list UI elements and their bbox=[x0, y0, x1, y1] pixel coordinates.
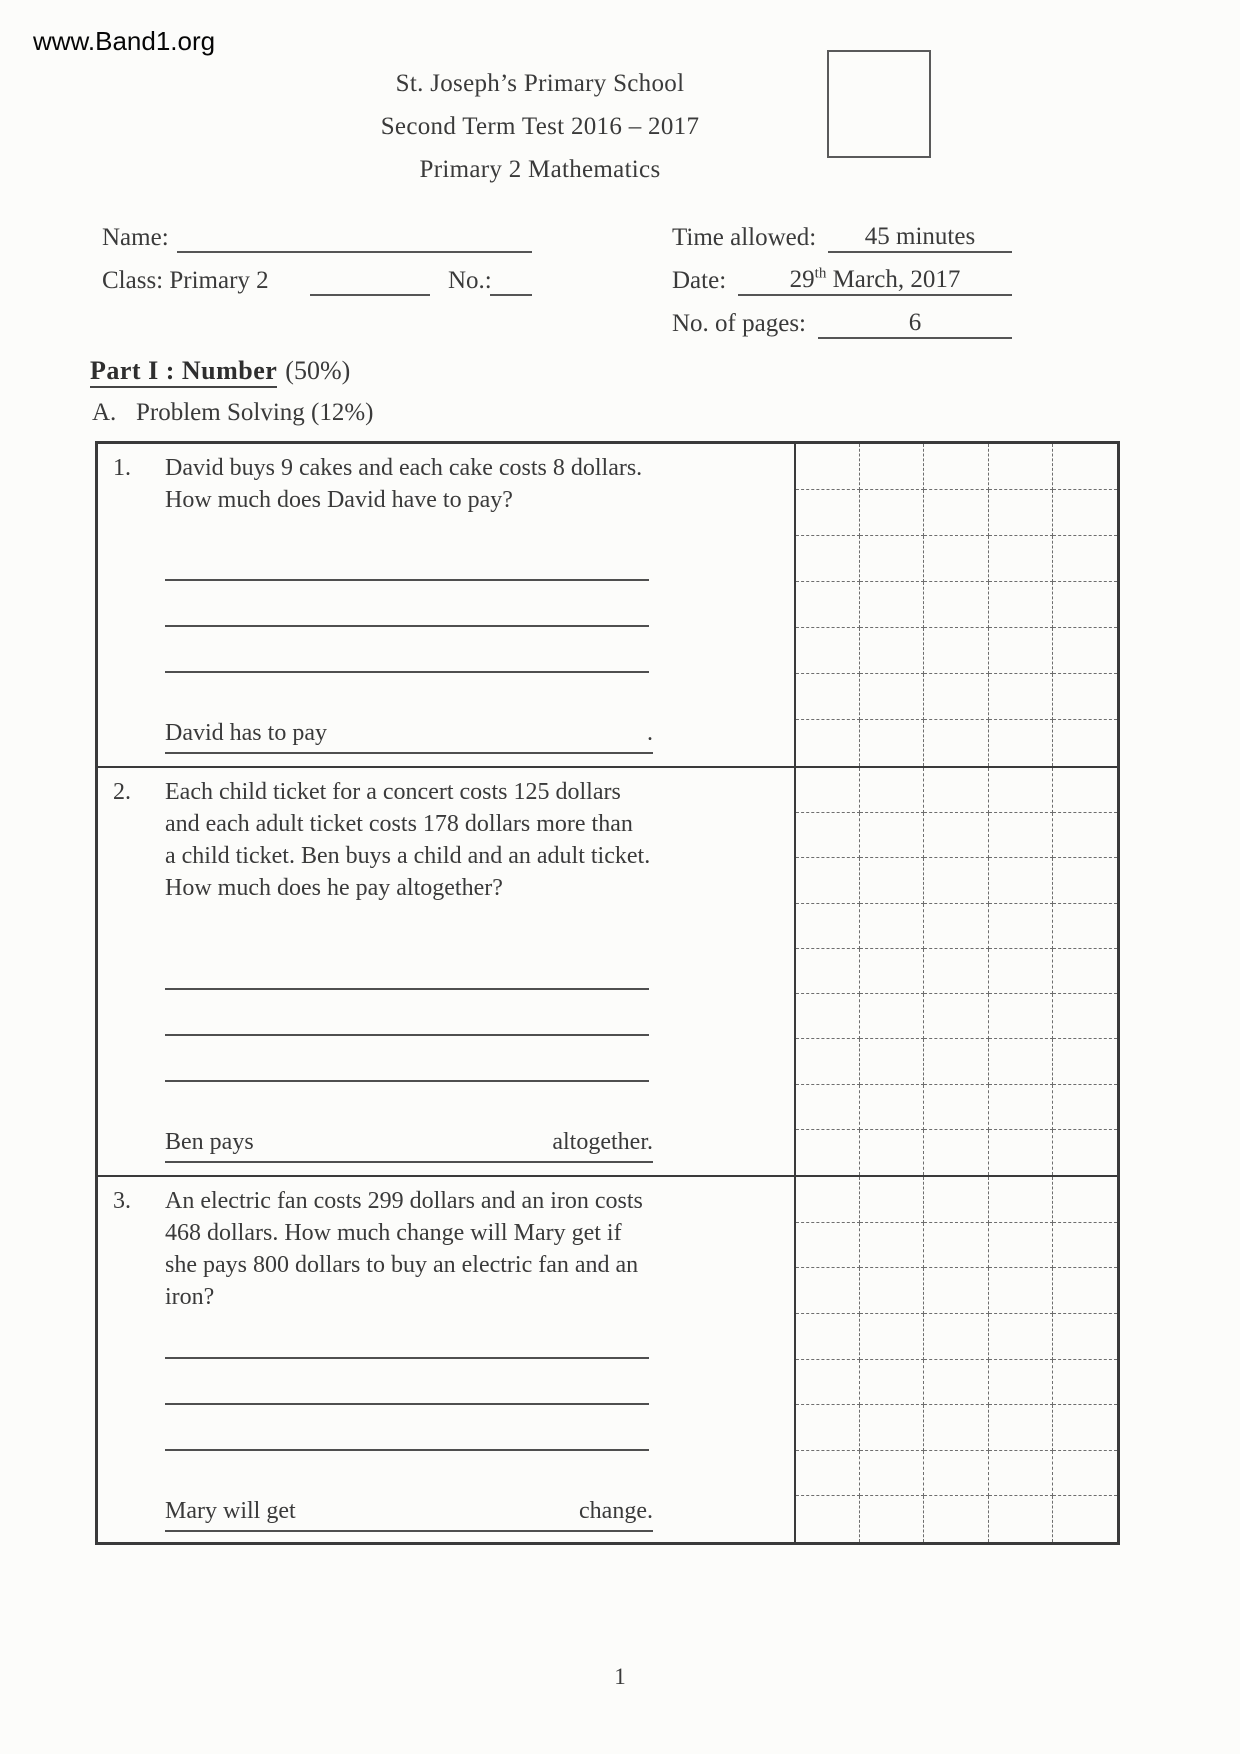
grid-cell bbox=[1053, 536, 1117, 582]
grid-cell bbox=[860, 768, 924, 813]
date-ordinal: th bbox=[814, 265, 827, 282]
grid-cell bbox=[989, 1405, 1053, 1451]
grid-cell bbox=[796, 490, 860, 536]
grid-cell bbox=[1053, 720, 1117, 766]
question-number: 3. bbox=[113, 1188, 131, 1214]
grid-cell bbox=[989, 444, 1053, 490]
grid-cell bbox=[1053, 1405, 1117, 1451]
date-day: 29 bbox=[789, 266, 815, 293]
grid-cell bbox=[989, 1130, 1053, 1175]
grid-cell bbox=[860, 582, 924, 628]
grid-cell bbox=[924, 1268, 988, 1314]
answer-blank-line bbox=[165, 579, 649, 581]
question-text bbox=[165, 1185, 643, 1313]
grid-cell bbox=[860, 720, 924, 766]
grid-cell bbox=[796, 536, 860, 582]
grid-cell bbox=[796, 949, 860, 994]
grid-cell bbox=[924, 1451, 988, 1497]
grid-cell bbox=[860, 1314, 924, 1360]
answer-sentence-line bbox=[165, 717, 653, 754]
grid-cell bbox=[860, 674, 924, 720]
grid-cell bbox=[924, 768, 988, 813]
grid-cell bbox=[989, 1360, 1053, 1406]
grid-cell bbox=[1053, 994, 1117, 1039]
grid-cell bbox=[1053, 490, 1117, 536]
grid-cell bbox=[924, 858, 988, 903]
grid-cell bbox=[860, 490, 924, 536]
answer-work-area bbox=[113, 944, 774, 1082]
question-number: 2. bbox=[113, 779, 131, 805]
answer-work-area bbox=[113, 1313, 774, 1451]
grid-cell bbox=[924, 536, 988, 582]
grid-cell bbox=[796, 720, 860, 766]
answer-blank-line bbox=[165, 625, 649, 627]
grid-cell bbox=[1053, 1360, 1117, 1406]
grid-cell bbox=[796, 1405, 860, 1451]
time-allowed-label: Time allowed: bbox=[672, 224, 817, 251]
student-no-label: No.: bbox=[448, 267, 492, 294]
spacer bbox=[113, 904, 774, 944]
question-text-line: 468 dollars. How much change will Mary get if bbox=[165, 1220, 622, 1246]
grid-cell bbox=[796, 582, 860, 628]
answer-blank-line bbox=[165, 1034, 649, 1036]
question-cell bbox=[98, 1177, 796, 1542]
answer-blank-line bbox=[165, 1403, 649, 1405]
grid-cell bbox=[796, 628, 860, 674]
grid-cell bbox=[924, 490, 988, 536]
grid-cell bbox=[796, 813, 860, 858]
grid-cell bbox=[989, 1268, 1053, 1314]
grid-cell bbox=[1053, 949, 1117, 994]
questions-table bbox=[95, 441, 1120, 1545]
question-row bbox=[98, 766, 1117, 1175]
time-allowed-value: 45 minutes bbox=[828, 222, 1012, 253]
answer-prefix: David has to pay bbox=[165, 720, 327, 746]
grid-cell bbox=[924, 904, 988, 949]
grid-cell bbox=[860, 628, 924, 674]
grid-cell bbox=[796, 858, 860, 903]
grid-cell bbox=[989, 674, 1053, 720]
subsection-heading bbox=[92, 399, 374, 427]
spacer bbox=[113, 516, 774, 535]
grid-cell bbox=[860, 444, 924, 490]
grid-cell bbox=[924, 582, 988, 628]
grid-cell bbox=[796, 994, 860, 1039]
name-blank-field bbox=[177, 222, 532, 253]
grid-cell bbox=[1053, 1451, 1117, 1497]
grid-cell bbox=[860, 1268, 924, 1314]
grid-cell bbox=[860, 994, 924, 1039]
grid-cell bbox=[860, 1405, 924, 1451]
grid-cell bbox=[860, 1039, 924, 1084]
question-text-line: How much does he pay altogether? bbox=[165, 875, 503, 901]
student-no-blank-field bbox=[490, 265, 532, 296]
answer-blank-line bbox=[165, 1357, 649, 1359]
grid-cell bbox=[1053, 1085, 1117, 1130]
watermark-text: www.Band1.org bbox=[33, 26, 216, 56]
grid-cell bbox=[1053, 628, 1117, 674]
grid-cell bbox=[1053, 1314, 1117, 1360]
grid-cell bbox=[796, 1130, 860, 1175]
grid-cell bbox=[989, 1039, 1053, 1084]
question-text bbox=[165, 776, 650, 904]
grid-cell bbox=[924, 1405, 988, 1451]
grid-cell bbox=[796, 1314, 860, 1360]
answer-prefix: Mary will get bbox=[165, 1498, 296, 1524]
grid-cell bbox=[1053, 858, 1117, 903]
grid-cell bbox=[989, 1451, 1053, 1497]
class-blank-field bbox=[310, 265, 430, 296]
answer-sentence-line bbox=[165, 1126, 653, 1163]
class-label: Class: Primary 2 bbox=[102, 267, 269, 294]
grid-cell bbox=[924, 1130, 988, 1175]
school-name: St. Joseph’s Primary School bbox=[395, 70, 685, 97]
answer-blank-line bbox=[165, 988, 649, 990]
grid-cell bbox=[796, 1268, 860, 1314]
grid-cell bbox=[989, 490, 1053, 536]
grid-cell bbox=[924, 444, 988, 490]
working-grid bbox=[796, 768, 1117, 1175]
grid-cell bbox=[1053, 904, 1117, 949]
grid-cell bbox=[796, 444, 860, 490]
grid-cell bbox=[989, 1177, 1053, 1223]
question-text-line: a child ticket. Ben buys a child and an adult ticket. bbox=[165, 843, 651, 869]
question-head bbox=[113, 1185, 774, 1313]
grid-cell bbox=[1053, 582, 1117, 628]
page-number: 1 bbox=[614, 1664, 626, 1689]
grid-cell bbox=[924, 1085, 988, 1130]
question-text-line: and each adult ticket costs 178 dollars more than bbox=[165, 811, 633, 837]
grid-cell bbox=[989, 994, 1053, 1039]
grid-cell bbox=[989, 1223, 1053, 1269]
grid-cell bbox=[924, 813, 988, 858]
question-cell bbox=[98, 768, 796, 1175]
grid-cell bbox=[860, 1360, 924, 1406]
question-number: 1. bbox=[113, 455, 131, 481]
grid-cell bbox=[1053, 1130, 1117, 1175]
answer-sentence-line bbox=[165, 1495, 653, 1532]
grid-cell bbox=[989, 582, 1053, 628]
answer-suffix: change. bbox=[579, 1498, 653, 1524]
question-text bbox=[165, 452, 642, 516]
grid-cell bbox=[860, 1085, 924, 1130]
grid-cell bbox=[989, 858, 1053, 903]
grid-cell bbox=[860, 813, 924, 858]
part-heading bbox=[90, 356, 350, 386]
question-text-line: An electric fan costs 299 dollars and an iron costs bbox=[165, 1188, 643, 1214]
grid-cell bbox=[860, 1130, 924, 1175]
grid-cell bbox=[989, 536, 1053, 582]
grid-cell bbox=[796, 1496, 860, 1542]
grid-cell bbox=[860, 1223, 924, 1269]
grid-cell bbox=[1053, 1223, 1117, 1269]
subsection-index: A. bbox=[92, 399, 117, 426]
date-rest: March, 2017 bbox=[826, 266, 961, 293]
question-text-line: iron? bbox=[165, 1284, 215, 1310]
score-box bbox=[827, 50, 931, 158]
pages-label: No. of pages: bbox=[672, 310, 806, 337]
grid-cell bbox=[989, 1085, 1053, 1130]
grid-cell bbox=[1053, 1177, 1117, 1223]
question-row bbox=[98, 444, 1117, 766]
grid-cell bbox=[989, 1314, 1053, 1360]
grid-cell bbox=[1053, 444, 1117, 490]
grid-cell bbox=[924, 628, 988, 674]
grid-cell bbox=[860, 1451, 924, 1497]
grid-cell bbox=[924, 1314, 988, 1360]
subsection-title: Problem Solving (12%) bbox=[136, 399, 374, 426]
working-grid bbox=[796, 1177, 1117, 1542]
grid-cell bbox=[924, 949, 988, 994]
grid-cell bbox=[924, 994, 988, 1039]
part-weight: (50%) bbox=[285, 356, 351, 385]
pages-value: 6 bbox=[818, 308, 1012, 339]
grid-cell bbox=[924, 1496, 988, 1542]
question-row bbox=[98, 1175, 1117, 1542]
date-label: Date: bbox=[672, 267, 727, 294]
question-text-line: she pays 800 dollars to buy an electric fan and an bbox=[165, 1252, 639, 1278]
answer-suffix: altogether. bbox=[552, 1129, 653, 1155]
question-text-line: David buys 9 cakes and each cake costs 8 dollars. bbox=[165, 455, 643, 481]
grid-cell bbox=[924, 1360, 988, 1406]
answer-blank-line bbox=[165, 671, 649, 673]
grid-cell bbox=[796, 1039, 860, 1084]
grid-cell bbox=[796, 1451, 860, 1497]
question-head bbox=[113, 776, 774, 904]
grid-cell bbox=[989, 949, 1053, 994]
grid-cell bbox=[796, 768, 860, 813]
grid-cell bbox=[924, 1177, 988, 1223]
answer-blank-line bbox=[165, 1080, 649, 1082]
answer-prefix: Ben pays bbox=[165, 1129, 254, 1155]
question-text-line: Each child ticket for a concert costs 125 dollars bbox=[165, 779, 621, 805]
working-grid bbox=[796, 444, 1117, 766]
grid-cell bbox=[1053, 1039, 1117, 1084]
grid-cell bbox=[796, 1085, 860, 1130]
grid-cell bbox=[1053, 768, 1117, 813]
test-title: Second Term Test 2016 – 2017 bbox=[380, 113, 700, 140]
grid-cell bbox=[924, 674, 988, 720]
date-value bbox=[738, 265, 1012, 296]
grid-cell bbox=[989, 1496, 1053, 1542]
grid-cell bbox=[796, 1360, 860, 1406]
grid-cell bbox=[860, 904, 924, 949]
grid-cell bbox=[1053, 674, 1117, 720]
grid-cell bbox=[1053, 1496, 1117, 1542]
answer-suffix: . bbox=[647, 720, 653, 746]
grid-cell bbox=[989, 628, 1053, 674]
grid-cell bbox=[796, 1223, 860, 1269]
answer-blank-line bbox=[165, 1449, 649, 1451]
grid-cell bbox=[860, 949, 924, 994]
question-head bbox=[113, 452, 774, 516]
grid-cell bbox=[860, 858, 924, 903]
grid-cell bbox=[860, 1177, 924, 1223]
grid-cell bbox=[796, 904, 860, 949]
grid-cell bbox=[924, 1039, 988, 1084]
grid-cell bbox=[989, 720, 1053, 766]
grid-cell bbox=[989, 904, 1053, 949]
question-text-line: How much does David have to pay? bbox=[165, 487, 513, 513]
answer-work-area bbox=[113, 535, 774, 673]
name-label: Name: bbox=[102, 224, 169, 251]
part-title: Part I : Number bbox=[90, 356, 277, 388]
question-cell bbox=[98, 444, 796, 766]
grid-cell bbox=[796, 1177, 860, 1223]
grid-cell bbox=[1053, 1268, 1117, 1314]
grid-cell bbox=[1053, 813, 1117, 858]
grid-cell bbox=[860, 1496, 924, 1542]
grid-cell bbox=[924, 720, 988, 766]
grid-cell bbox=[796, 674, 860, 720]
grid-cell bbox=[860, 536, 924, 582]
grid-cell bbox=[924, 1223, 988, 1269]
grid-cell bbox=[989, 813, 1053, 858]
grid-cell bbox=[989, 768, 1053, 813]
subject-title: Primary 2 Mathematics bbox=[419, 156, 661, 183]
